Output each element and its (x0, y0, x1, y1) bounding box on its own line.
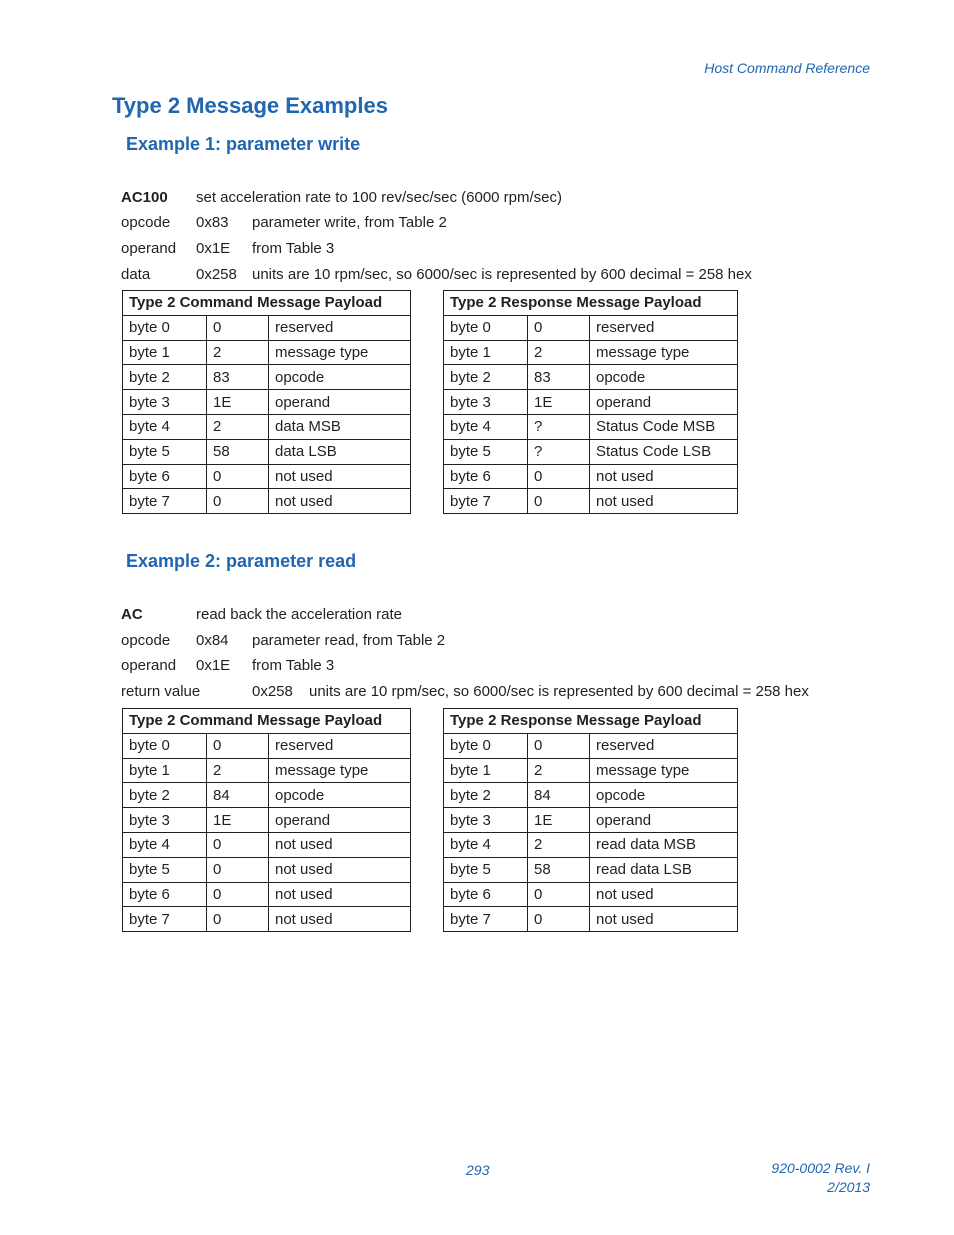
table-header-row (123, 291, 411, 316)
value-cell: 1E (528, 808, 590, 833)
byte-cell: byte 7 (123, 907, 207, 932)
table-row (444, 733, 738, 758)
description-cell: opcode (590, 783, 738, 808)
example1-data-desc: units are 10 rpm/sec, so 6000/sec is represented by 600 decimal = 258 hex (252, 266, 752, 283)
description-cell: message type (269, 758, 411, 783)
example1-response-table (443, 290, 738, 514)
table-header-row (123, 709, 411, 734)
table-row (444, 464, 738, 489)
example2-title: Example 2: parameter read (126, 551, 357, 571)
example2-operand-label: operand (121, 657, 177, 674)
table-row (123, 857, 411, 882)
table-row (123, 340, 411, 365)
example1-opcode-label: opcode (121, 214, 171, 231)
doc-date: 2/2013 (827, 1179, 870, 1195)
value-cell: 2 (207, 414, 269, 439)
byte-cell: byte 6 (123, 464, 207, 489)
example1-data-label: data (121, 266, 151, 283)
example1-operand-desc: from Table 3 (252, 240, 335, 257)
value-cell: 0 (207, 489, 269, 514)
table-row (444, 340, 738, 365)
byte-cell: byte 5 (123, 439, 207, 464)
example1-opcode-desc: parameter write, from Table 2 (252, 214, 447, 231)
example2-return-desc: units are 10 rpm/sec, so 6000/sec is represented by 600 decimal = 258 hex (309, 683, 809, 700)
table-row (123, 315, 411, 340)
description-cell: opcode (269, 365, 411, 390)
value-cell: 83 (207, 365, 269, 390)
byte-cell: byte 7 (444, 489, 528, 514)
byte-cell: byte 4 (123, 832, 207, 857)
table-row (444, 857, 738, 882)
byte-cell: byte 2 (444, 365, 528, 390)
byte-cell: byte 5 (123, 857, 207, 882)
value-cell: 0 (528, 489, 590, 514)
description-cell: operand (269, 808, 411, 833)
description-cell: not used (269, 832, 411, 857)
description-cell: operand (269, 390, 411, 415)
table-row (123, 808, 411, 833)
table-row (123, 783, 411, 808)
value-cell: 58 (207, 439, 269, 464)
example1-data-value: 0x258 (196, 266, 237, 283)
description-cell: data LSB (269, 439, 411, 464)
table-row (123, 907, 411, 932)
value-cell: 2 (528, 340, 590, 365)
example1-command-table (122, 290, 411, 514)
description-cell: not used (269, 857, 411, 882)
value-cell: 1E (528, 390, 590, 415)
byte-cell: byte 4 (444, 414, 528, 439)
value-cell: 1E (207, 808, 269, 833)
value-cell: 0 (207, 907, 269, 932)
example1-operand-label: operand (121, 240, 177, 257)
table-row (123, 733, 411, 758)
example1-command-desc: set acceleration rate to 100 rev/sec/sec (6000 rpm/sec) (196, 189, 563, 206)
byte-cell: byte 3 (444, 808, 528, 833)
byte-cell: byte 4 (123, 414, 207, 439)
example2-opcode-value: 0x84 (196, 632, 229, 649)
table-row (444, 758, 738, 783)
example1-operand-value: 0x1E (196, 240, 231, 257)
byte-cell: byte 1 (444, 340, 528, 365)
value-cell: 0 (207, 733, 269, 758)
description-cell: reserved (269, 733, 411, 758)
page-number: 293 (466, 1162, 490, 1178)
description-cell: message type (590, 758, 738, 783)
byte-cell: byte 7 (123, 489, 207, 514)
description-cell: Status Code MSB (590, 414, 738, 439)
value-cell: 83 (528, 365, 590, 390)
example2-return-value: 0x258 (252, 683, 293, 700)
description-cell: not used (590, 464, 738, 489)
table-row (444, 882, 738, 907)
example2-opcode-label: opcode (121, 632, 171, 649)
example2-command-table (122, 708, 411, 932)
table-row (444, 315, 738, 340)
example2-operand-value: 0x1E (196, 657, 231, 674)
example2-response-table (443, 708, 738, 932)
byte-cell: byte 3 (123, 808, 207, 833)
value-cell: 0 (207, 857, 269, 882)
table-row (444, 832, 738, 857)
byte-cell: byte 0 (444, 315, 528, 340)
footer-revision (771, 1159, 870, 1197)
value-cell: 0 (528, 464, 590, 489)
value-cell: 0 (207, 882, 269, 907)
byte-cell: byte 5 (444, 857, 528, 882)
description-cell: not used (269, 489, 411, 514)
byte-cell: byte 7 (444, 907, 528, 932)
byte-cell: byte 2 (123, 783, 207, 808)
example2-return-label: return value (121, 683, 201, 700)
description-cell: reserved (590, 315, 738, 340)
byte-cell: byte 6 (444, 882, 528, 907)
table-row (123, 489, 411, 514)
description-cell: operand (590, 390, 738, 415)
table-row (123, 414, 411, 439)
example2-command-name: AC (121, 606, 143, 623)
byte-cell: byte 1 (444, 758, 528, 783)
value-cell: 2 (207, 340, 269, 365)
table-row (123, 464, 411, 489)
table-row (123, 390, 411, 415)
byte-cell: byte 0 (123, 733, 207, 758)
table-row (444, 414, 738, 439)
example2-opcode-desc: parameter read, from Table 2 (252, 632, 446, 649)
description-cell: message type (590, 340, 738, 365)
description-cell: read data MSB (590, 832, 738, 857)
byte-cell: byte 3 (444, 390, 528, 415)
table-row (444, 808, 738, 833)
description-cell: message type (269, 340, 411, 365)
description-cell: operand (590, 808, 738, 833)
byte-cell: byte 1 (123, 758, 207, 783)
value-cell: 58 (528, 857, 590, 882)
description-cell: reserved (590, 733, 738, 758)
value-cell: ? (528, 439, 590, 464)
description-cell: not used (269, 907, 411, 932)
example2-operand-desc: from Table 3 (252, 657, 335, 674)
description-cell: not used (590, 882, 738, 907)
table-header-row (444, 709, 738, 734)
value-cell: 2 (528, 758, 590, 783)
byte-cell: byte 2 (123, 365, 207, 390)
byte-cell: byte 1 (123, 340, 207, 365)
value-cell: 2 (207, 758, 269, 783)
table-row (123, 439, 411, 464)
table-title: Type 2 Command Message Payload (123, 709, 411, 734)
table-row (444, 439, 738, 464)
value-cell: 0 (207, 832, 269, 857)
running-head: Host Command Reference (704, 60, 870, 76)
example1-title: Example 1: parameter write (126, 134, 361, 154)
table-header-row (444, 291, 738, 316)
value-cell: 2 (528, 832, 590, 857)
table-row (444, 907, 738, 932)
example1-opcode-value: 0x83 (196, 214, 229, 231)
value-cell: ? (528, 414, 590, 439)
example1-command-name: AC100 (121, 189, 168, 206)
byte-cell: byte 2 (444, 783, 528, 808)
description-cell: not used (590, 907, 738, 932)
table-row (123, 365, 411, 390)
value-cell: 0 (207, 315, 269, 340)
description-cell: opcode (269, 783, 411, 808)
table-row (123, 882, 411, 907)
table-row (123, 832, 411, 857)
description-cell: Status Code LSB (590, 439, 738, 464)
byte-cell: byte 6 (444, 464, 528, 489)
value-cell: 0 (528, 315, 590, 340)
doc-revision: 920-0002 Rev. I (771, 1160, 870, 1176)
table-title: Type 2 Response Message Payload (444, 291, 738, 316)
value-cell: 0 (528, 733, 590, 758)
byte-cell: byte 6 (123, 882, 207, 907)
byte-cell: byte 4 (444, 832, 528, 857)
byte-cell: byte 0 (123, 315, 207, 340)
byte-cell: byte 0 (444, 733, 528, 758)
page-title: Type 2 Message Examples (112, 93, 388, 118)
value-cell: 0 (528, 907, 590, 932)
table-row (444, 390, 738, 415)
table-title: Type 2 Response Message Payload (444, 709, 738, 734)
table-row (444, 365, 738, 390)
description-cell: not used (590, 489, 738, 514)
example2-command-desc: read back the acceleration rate (196, 606, 402, 623)
table-row (444, 489, 738, 514)
table-row (123, 758, 411, 783)
description-cell: not used (269, 882, 411, 907)
value-cell: 84 (528, 783, 590, 808)
byte-cell: byte 5 (444, 439, 528, 464)
description-cell: data MSB (269, 414, 411, 439)
table-row (444, 783, 738, 808)
description-cell: opcode (590, 365, 738, 390)
value-cell: 0 (207, 464, 269, 489)
description-cell: read data LSB (590, 857, 738, 882)
description-cell: reserved (269, 315, 411, 340)
description-cell: not used (269, 464, 411, 489)
value-cell: 0 (528, 882, 590, 907)
value-cell: 84 (207, 783, 269, 808)
byte-cell: byte 3 (123, 390, 207, 415)
value-cell: 1E (207, 390, 269, 415)
table-title: Type 2 Command Message Payload (123, 291, 411, 316)
